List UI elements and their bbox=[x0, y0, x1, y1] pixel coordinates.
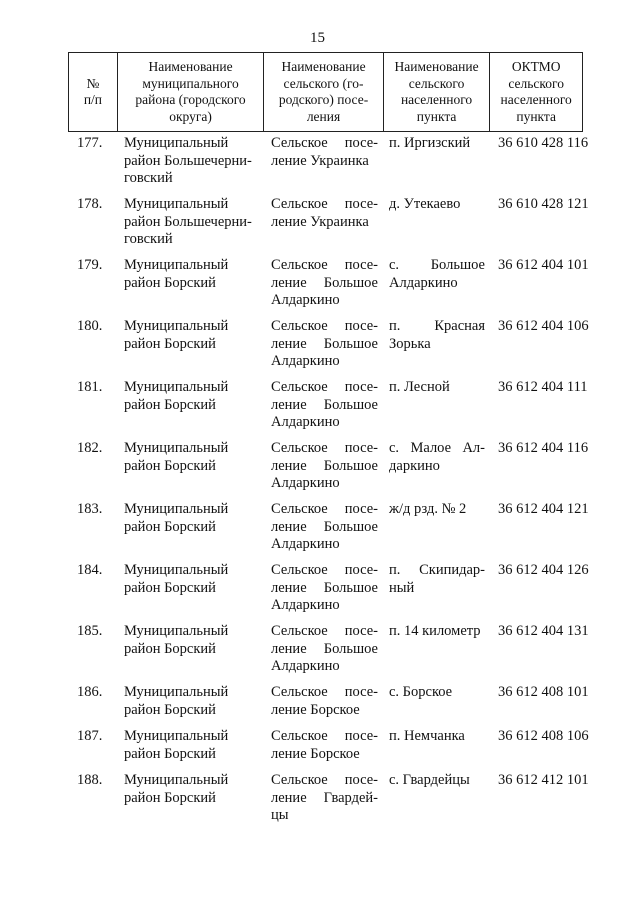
header-line: родского) посе- bbox=[278, 92, 369, 107]
cell-settlement bbox=[264, 379, 384, 440]
cell-district bbox=[117, 196, 264, 257]
header-line: сельского bbox=[508, 75, 564, 91]
cell-line: Сельское посе- bbox=[271, 772, 378, 788]
header-line: Наименование bbox=[281, 59, 366, 74]
table-row bbox=[68, 728, 589, 772]
cell-oktmo: 36 612 404 106 bbox=[498, 318, 589, 334]
header-line: Наименование bbox=[148, 59, 233, 74]
cell-line: Алдаркино bbox=[271, 658, 340, 674]
cell-number: 188. bbox=[77, 772, 103, 788]
table-row bbox=[68, 623, 589, 684]
header-col-settlement bbox=[264, 53, 384, 131]
cell-line: ление Борское bbox=[271, 701, 360, 718]
cell-district bbox=[117, 728, 264, 772]
cell-locality bbox=[384, 623, 491, 684]
cell-line: цы bbox=[271, 807, 289, 823]
cell-line: район Борский bbox=[124, 457, 216, 474]
cell-line: ление Украинка bbox=[271, 152, 369, 169]
cell-oktmo: 36 612 404 121 bbox=[498, 501, 589, 517]
cell-oktmo: 36 612 404 131 bbox=[498, 623, 589, 639]
cell-line: Алдаркино bbox=[271, 597, 340, 613]
cell-line: Муниципальный bbox=[124, 440, 229, 456]
cell-line: п. Красная bbox=[389, 318, 485, 334]
cell-line: Сельское посе- bbox=[271, 562, 378, 578]
cell-line: ление Большое bbox=[271, 335, 378, 352]
header-line: ления bbox=[306, 108, 341, 124]
cell-line: ление Украинка bbox=[271, 213, 369, 230]
cell-oktmo: 36 612 404 101 bbox=[498, 257, 589, 273]
cell-line: Сельское посе- bbox=[271, 379, 378, 395]
cell-locality bbox=[384, 379, 491, 440]
cell-line: Сельское посе- bbox=[271, 623, 378, 639]
table-row bbox=[68, 501, 589, 562]
cell-line: Муниципальный bbox=[124, 728, 229, 744]
cell-line: Сельское посе- bbox=[271, 728, 378, 744]
cell-line: район Большечерни- bbox=[124, 152, 252, 169]
cell-line: п. Лесной bbox=[389, 379, 450, 395]
cell-district bbox=[117, 623, 264, 684]
cell-number: 183. bbox=[77, 501, 103, 517]
cell-district bbox=[117, 684, 264, 728]
cell-district bbox=[117, 135, 264, 196]
cell-oktmo: 36 612 408 106 bbox=[498, 728, 589, 744]
cell-line: район Борский bbox=[124, 701, 216, 718]
table-row bbox=[68, 562, 589, 623]
header-line: п/п bbox=[83, 92, 103, 107]
cell-line: ление Гвардей- bbox=[271, 789, 378, 806]
cell-settlement bbox=[264, 772, 384, 829]
cell-line: Сельское посе- bbox=[271, 318, 378, 334]
cell-line: Муниципальный bbox=[124, 196, 229, 212]
cell-line: ление Борское bbox=[271, 745, 360, 762]
cell-line: район Борский bbox=[124, 640, 216, 657]
cell-line: район Борский bbox=[124, 745, 216, 762]
cell-oktmo: 36 612 404 116 bbox=[498, 440, 589, 456]
cell-line: говский bbox=[124, 170, 173, 186]
cell-line: ление Большое bbox=[271, 640, 378, 657]
cell-settlement bbox=[264, 728, 384, 772]
header-line: муниципального bbox=[142, 75, 239, 91]
cell-locality bbox=[384, 257, 491, 318]
cell-locality bbox=[384, 684, 491, 728]
page-number: 15 bbox=[310, 30, 325, 46]
cell-line: район Борский bbox=[124, 274, 216, 291]
table-body bbox=[68, 135, 589, 829]
cell-line: район Борский bbox=[124, 789, 216, 806]
cell-line: Алдаркино bbox=[271, 475, 340, 491]
cell-line: ный bbox=[389, 579, 415, 596]
cell-line: ление Большое bbox=[271, 396, 378, 413]
header-col-oktmo bbox=[490, 53, 582, 131]
cell-settlement bbox=[264, 562, 384, 623]
cell-line: даркино bbox=[389, 457, 440, 474]
cell-line: Алдаркино bbox=[271, 353, 340, 369]
cell-line: п. 14 километр bbox=[389, 623, 481, 639]
cell-locality bbox=[384, 440, 491, 501]
cell-line: Сельское посе- bbox=[271, 257, 378, 273]
cell-line: с. Малое Ал- bbox=[389, 440, 485, 456]
cell-line: ление Большое bbox=[271, 457, 378, 474]
cell-line: Сельское посе- bbox=[271, 196, 378, 212]
cell-locality bbox=[384, 196, 491, 257]
header-line: № bbox=[86, 75, 100, 91]
cell-locality bbox=[384, 772, 491, 829]
cell-number: 180. bbox=[77, 318, 103, 334]
cell-settlement bbox=[264, 501, 384, 562]
cell-line: Зорька bbox=[389, 335, 431, 352]
cell-line: район Борский bbox=[124, 396, 216, 413]
table-row bbox=[68, 440, 589, 501]
cell-line: Муниципальный bbox=[124, 623, 229, 639]
cell-line: с. Большое bbox=[389, 257, 485, 273]
cell-line: д. Утекаево bbox=[389, 196, 461, 212]
cell-line: ление Большое bbox=[271, 518, 378, 535]
cell-settlement bbox=[264, 440, 384, 501]
cell-line: Алдаркино bbox=[271, 292, 340, 308]
cell-locality bbox=[384, 318, 491, 379]
cell-line: район Борский bbox=[124, 335, 216, 352]
cell-line: с. Гвардейцы bbox=[389, 772, 470, 788]
cell-line: Муниципальный bbox=[124, 379, 229, 395]
header-line: сельского (го- bbox=[283, 75, 364, 91]
cell-line: Алдаркино bbox=[271, 536, 340, 552]
cell-line: ж/д рзд. № 2 bbox=[389, 501, 467, 517]
cell-line: Сельское посе- bbox=[271, 440, 378, 456]
cell-number: 186. bbox=[77, 684, 103, 700]
cell-number: 182. bbox=[77, 440, 103, 456]
header-line: пункта bbox=[516, 108, 556, 124]
header-col-number bbox=[69, 53, 118, 131]
cell-line: Алдаркино bbox=[389, 274, 458, 291]
cell-number: 178. bbox=[77, 196, 103, 212]
cell-district bbox=[117, 379, 264, 440]
cell-locality bbox=[384, 501, 491, 562]
cell-settlement bbox=[264, 318, 384, 379]
cell-line: Муниципальный bbox=[124, 684, 229, 700]
cell-line: Сельское посе- bbox=[271, 135, 378, 151]
cell-line: район Борский bbox=[124, 518, 216, 535]
header-line: населенного bbox=[400, 92, 473, 107]
header-line: сельского bbox=[408, 75, 465, 91]
cell-line: ление Большое bbox=[271, 274, 378, 291]
cell-locality bbox=[384, 728, 491, 772]
cell-line: район Большечерни- bbox=[124, 213, 252, 230]
table-row bbox=[68, 772, 589, 829]
cell-line: п. Скипидар- bbox=[389, 562, 485, 578]
cell-number: 187. bbox=[77, 728, 103, 744]
table-row bbox=[68, 257, 589, 318]
cell-settlement bbox=[264, 623, 384, 684]
cell-line: п. Немчанка bbox=[389, 728, 465, 744]
cell-line: Сельское посе- bbox=[271, 684, 378, 700]
cell-district bbox=[117, 440, 264, 501]
cell-line: Муниципальный bbox=[124, 318, 229, 334]
cell-oktmo: 36 610 428 121 bbox=[498, 196, 589, 212]
cell-line: Сельское посе- bbox=[271, 501, 378, 517]
cell-settlement bbox=[264, 257, 384, 318]
header-line: округа) bbox=[169, 108, 212, 124]
cell-oktmo: 36 612 408 101 bbox=[498, 684, 589, 700]
cell-oktmo: 36 612 404 111 bbox=[498, 379, 588, 395]
cell-line: Муниципальный bbox=[124, 135, 229, 151]
table-row bbox=[68, 684, 589, 728]
cell-line: ление Большое bbox=[271, 579, 378, 596]
table-row bbox=[68, 135, 589, 196]
cell-locality bbox=[384, 562, 491, 623]
header-line: населенного bbox=[500, 92, 572, 107]
cell-locality bbox=[384, 135, 491, 196]
table-row bbox=[68, 196, 589, 257]
cell-oktmo: 36 612 412 101 bbox=[498, 772, 589, 788]
cell-district bbox=[117, 318, 264, 379]
cell-settlement bbox=[264, 135, 384, 196]
header-line: Наименование bbox=[394, 59, 479, 74]
cell-district bbox=[117, 772, 264, 829]
cell-settlement bbox=[264, 684, 384, 728]
header-line: района (городского bbox=[135, 92, 246, 107]
table-row bbox=[68, 379, 588, 440]
cell-line: Муниципальный bbox=[124, 501, 229, 517]
cell-number: 184. bbox=[77, 562, 103, 578]
cell-line: п. Иргизский bbox=[389, 135, 471, 151]
cell-district bbox=[117, 501, 264, 562]
cell-line: Муниципальный bbox=[124, 562, 229, 578]
cell-number: 179. bbox=[77, 257, 103, 273]
cell-number: 181. bbox=[77, 379, 103, 395]
cell-line: Алдаркино bbox=[271, 414, 340, 430]
cell-line: с. Борское bbox=[389, 684, 453, 700]
header-line: пункта bbox=[416, 108, 457, 124]
cell-line: Муниципальный bbox=[124, 772, 229, 788]
cell-oktmo: 36 612 404 126 bbox=[498, 562, 589, 578]
table-header bbox=[68, 52, 583, 132]
cell-number: 177. bbox=[77, 135, 103, 151]
cell-settlement bbox=[264, 196, 384, 257]
table-row bbox=[68, 318, 589, 379]
cell-district bbox=[117, 562, 264, 623]
cell-district bbox=[117, 257, 264, 318]
cell-line: говский bbox=[124, 231, 173, 247]
header-col-locality bbox=[384, 53, 491, 131]
cell-line: район Борский bbox=[124, 579, 216, 596]
cell-oktmo: 36 610 428 116 bbox=[498, 135, 589, 151]
cell-number: 185. bbox=[77, 623, 103, 639]
cell-line: Муниципальный bbox=[124, 257, 229, 273]
header-col-district bbox=[118, 53, 264, 131]
header-line: ОКТМО bbox=[511, 59, 561, 74]
